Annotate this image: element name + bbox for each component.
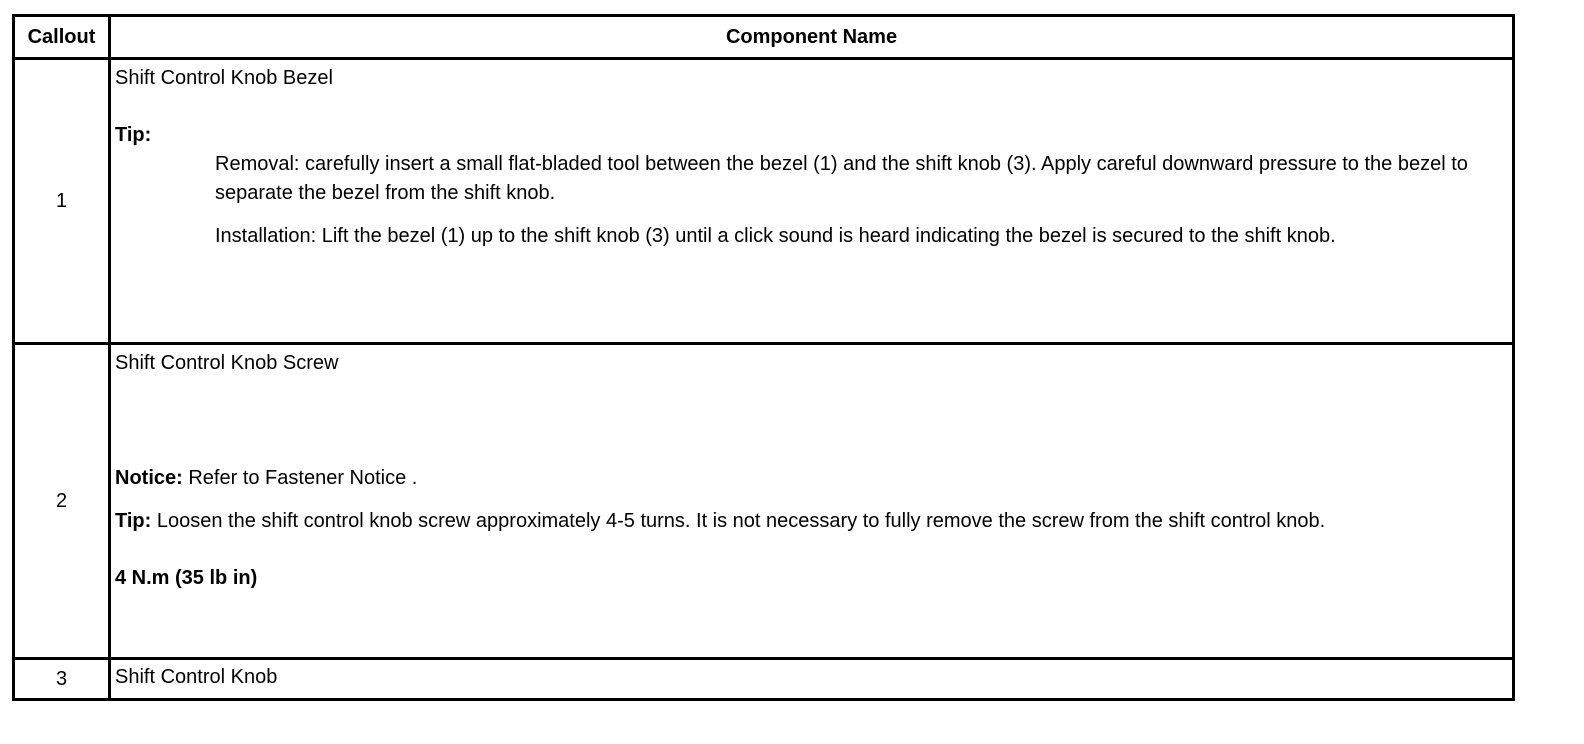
callout-number: 2 bbox=[14, 344, 110, 659]
component-name-header: Component Name bbox=[110, 16, 1514, 59]
table-row bbox=[14, 344, 1514, 659]
tip-label: Tip: bbox=[115, 510, 152, 532]
table-header-row bbox=[14, 16, 1514, 59]
notice-label: Notice: bbox=[115, 467, 183, 489]
callout-header: Callout bbox=[14, 16, 110, 59]
component-name: Shift Control Knob Screw bbox=[115, 352, 339, 374]
component-name: Shift Control Knob Bezel bbox=[115, 67, 333, 89]
notice-text: Refer to Fastener Notice . bbox=[182, 467, 418, 489]
torque-spec: 4 N.m (35 lb in) bbox=[115, 567, 258, 589]
tip-label: Tip: bbox=[115, 124, 152, 146]
tip-line bbox=[115, 507, 1508, 536]
component-table bbox=[12, 14, 1515, 701]
tip-text: Loosen the shift control knob screw approximately 4-5 turns. It is not necessary to fully remove the screw from the shift control knob. bbox=[151, 510, 1326, 532]
removal-instruction: Removal: carefully insert a small flat-bladed tool between the bezel (1) and the shift knob (3). Apply careful downward pressure to the bezel to separate the bezel from the shift knob. bbox=[215, 153, 1468, 204]
component-cell bbox=[110, 659, 1514, 700]
component-cell bbox=[110, 344, 1514, 659]
notice-line bbox=[115, 464, 1508, 493]
component-name: Shift Control Knob bbox=[115, 666, 278, 688]
table-row bbox=[14, 659, 1514, 700]
callout-number: 3 bbox=[14, 659, 110, 700]
component-cell bbox=[110, 59, 1514, 344]
callout-number: 1 bbox=[14, 59, 110, 344]
installation-instruction: Installation: Lift the bezel (1) up to the shift knob (3) until a click sound is heard indicating the bezel is secured to the shift knob. bbox=[215, 225, 1336, 247]
table-row bbox=[14, 59, 1514, 344]
